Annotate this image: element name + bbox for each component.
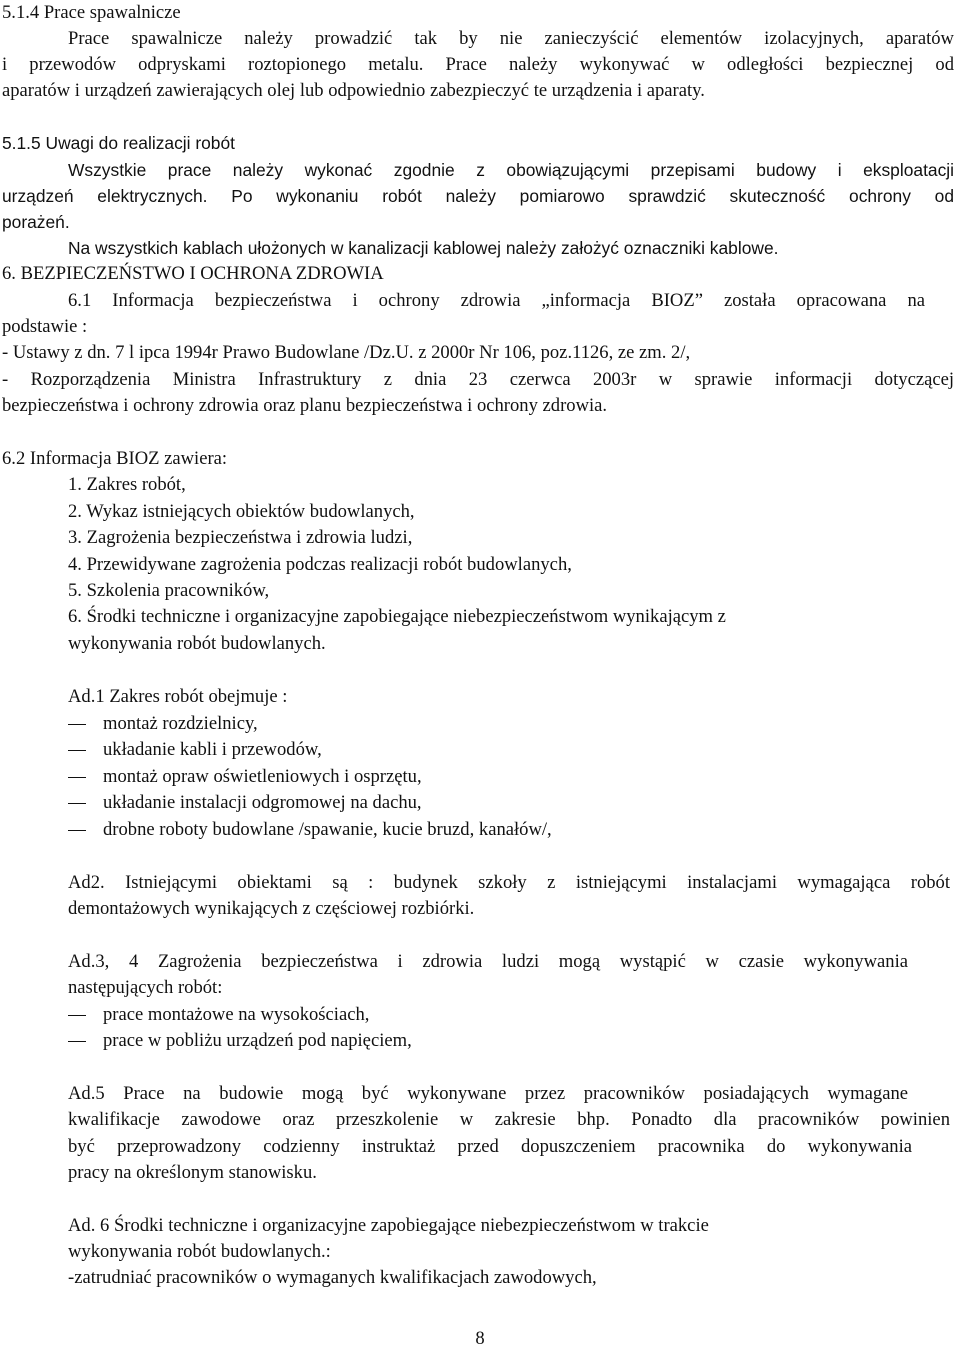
section-6-heading: 6. BEZPIECZEŃSTWO I OCHRONA ZDROWIA (2, 263, 384, 284)
paragraph-line: Ad2. Istniejącymi obiektami są : budynek szkoły z istniejącymi instalacjami wymagająca robót (68, 872, 950, 893)
paragraph-line: 6.1 Informacja bezpieczeństwa i ochrony zdrowia „informacja BIOZ” została opracowana na (68, 290, 925, 311)
paragraph-line: podstawie : (2, 316, 88, 337)
paragraph-line: - Rozporządzenia Ministra Infrastruktury z dnia 23 czerwca 2003r w sprawie informacji dotyczącej (2, 369, 954, 390)
paragraph-line: bezpieczeństwa i ochrony zdrowia oraz planu bezpieczeństwa i ochrony zdrowia. (2, 395, 608, 416)
dash-bullet (68, 1015, 86, 1016)
paragraph-line: Prace spawalnicze należy prowadzić tak by nie zanieczyścić elementów izolacyjnych, aparatów (68, 28, 954, 49)
list-item: 6. Środki techniczne i organizacyjne zapobiegające niebezpieczeństwom wynikającym z (68, 606, 726, 627)
section-5-1-5-heading: 5.1.5 Uwagi do realizacji robót (2, 133, 235, 153)
dash-bullet (68, 830, 86, 831)
list-item: drobne roboty budowlane /spawanie, kucie bruzd, kanałów/, (103, 819, 552, 840)
paragraph-line: urządzeń elektrycznych. Po wykonaniu robót należy pomiarowo sprawdzić skuteczność ochrony od (2, 186, 954, 206)
list-item: wykonywania robót budowlanych. (68, 633, 326, 654)
list-item: 1. Zakres robót, (68, 474, 186, 495)
dash-bullet (68, 724, 86, 725)
list-item: 2. Wykaz istniejących obiektów budowlanych, (68, 501, 415, 522)
paragraph-line: i przewodów odpryskami roztopionego metalu. Prace należy wykonywać w odległości bezpiecznej od (2, 54, 954, 75)
paragraph-line: -zatrudniać pracowników o wymaganych kwalifikacjach zawodowych, (68, 1267, 597, 1288)
paragraph-line: następujących robót: (68, 977, 223, 998)
list-item: prace montażowe na wysokościach, (103, 1004, 370, 1025)
paragraph-line: być przeprowadzony codzienny instruktaż przed dopuszczeniem pracownika do wykonywania (68, 1136, 912, 1157)
paragraph-line: kwalifikacje zawodowe oraz przeszkolenie w zakresie bhp. Ponadto dla pracowników powinien (68, 1109, 950, 1130)
section-6-2-heading: 6.2 Informacja BIOZ zawiera: (2, 448, 228, 469)
paragraph-line: demontażowych wynikających z częściowej rozbiórki. (68, 898, 475, 919)
paragraph-line: pracy na określonym stanowisku. (68, 1162, 317, 1183)
paragraph-line: Wszystkie prace należy wykonać zgodnie z obowiązującymi przepisami budowy i eksploatacji (68, 160, 954, 180)
section-5-1-4-heading: 5.1.4 Prace spawalnicze (2, 2, 181, 23)
paragraph-line: Ad.3, 4 Zagrożenia bezpieczeństwa i zdrowia ludzi mogą wystąpić w czasie wykonywania (68, 951, 908, 972)
ad1-heading: Ad.1 Zakres robót obejmuje : (68, 686, 288, 707)
list-item: układanie kabli i przewodów, (103, 739, 322, 760)
page-number: 8 (475, 1328, 485, 1349)
paragraph-line: Na wszystkich kablach ułożonych w kanalizacji kablowej należy założyć oznaczniki kablowe. (68, 238, 779, 258)
paragraph-line: wykonywania robót budowlanych.: (68, 1241, 331, 1262)
list-item: montaż rozdzielnicy, (103, 713, 258, 734)
list-item: montaż opraw oświetleniowych i osprzętu, (103, 766, 422, 787)
list-item: układanie instalacji odgromowej na dachu, (103, 792, 422, 813)
paragraph-line: - Ustawy z dn. 7 l ipca 1994r Prawo Budowlane /Dz.U. z 2000r Nr 106, poz.1126, ze zm. 2/, (2, 342, 691, 363)
paragraph-line: Ad. 6 Środki techniczne i organizacyjne zapobiegające niebezpieczeństwom w trakcie (68, 1215, 709, 1236)
list-item: 5. Szkolenia pracowników, (68, 580, 270, 601)
paragraph-line: aparatów i urządzeń zawierających olej lub odpowiednio zabezpieczyć te urządzenia i aparaty. (2, 80, 705, 101)
dash-bullet (68, 1041, 86, 1042)
paragraph-line: Ad.5 Prace na budowie mogą być wykonywane przez pracowników posiadających wymagane (68, 1083, 908, 1104)
list-item: 3. Zagrożenia bezpieczeństwa i zdrowia ludzi, (68, 527, 413, 548)
dash-bullet (68, 750, 86, 751)
dash-bullet (68, 803, 86, 804)
list-item: prace w pobliżu urządzeń pod napięciem, (103, 1030, 412, 1051)
dash-bullet (68, 777, 86, 778)
list-item: 4. Przewidywane zagrożenia podczas realizacji robót budowlanych, (68, 554, 572, 575)
paragraph-line: porażeń. (2, 212, 70, 232)
